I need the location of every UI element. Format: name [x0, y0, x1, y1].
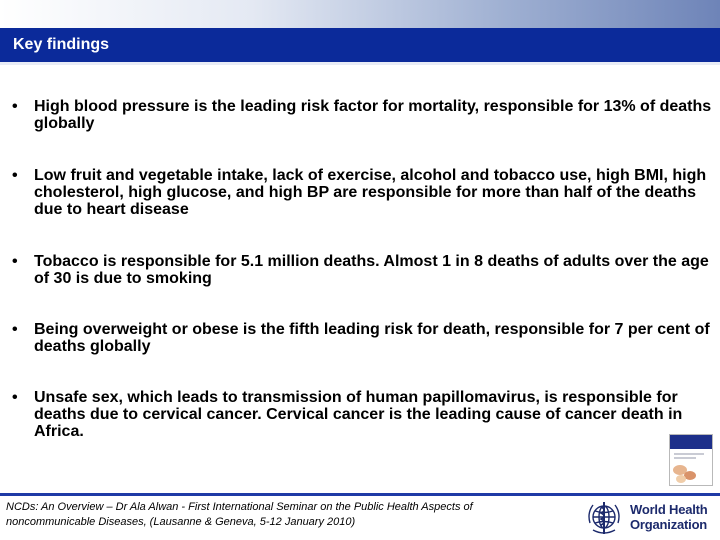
citation-line-1: NCDs: An Overview – Dr Ala Alwan - First International Seminar on the Public Health Aspects of	[6, 501, 473, 513]
bullet-marker: •	[12, 389, 18, 406]
bullet-marker: •	[12, 321, 18, 338]
bullet-marker: •	[12, 253, 18, 270]
title-bar	[0, 28, 720, 65]
logo-line-2: Organization	[630, 517, 708, 532]
bullet-text: High blood pressure is the leading risk factor for mortality, responsible for 13% of deaths globally	[34, 98, 712, 132]
citation-line-2: noncommunicable Diseases, (Lausanne & Geneva, 5-12 January 2010)	[6, 516, 356, 528]
bullet-marker: •	[12, 98, 18, 115]
who-emblem-icon	[584, 499, 624, 537]
who-logo-text	[630, 502, 720, 532]
bullet-marker: •	[12, 167, 18, 184]
bullet-text: Being overweight or obese is the fifth leading risk for death, responsible for 7 per cent of deaths globally	[34, 321, 710, 355]
bullet-text: Tobacco is responsible for 5.1 million deaths. Almost 1 in 8 deaths of adults over the age of 30 is due to smoking	[34, 253, 709, 287]
bullet-text: Low fruit and vegetable intake, lack of exercise, alcohol and tobacco use, high BMI, high cholesterol, high glucose, and high BP are responsible for more than half of the deaths due to heart disease	[34, 167, 707, 218]
citation-text	[6, 500, 566, 530]
page-title: Key findings	[13, 36, 110, 53]
thumbnail-graphic	[676, 475, 686, 483]
thumbnail-text-line	[674, 453, 704, 455]
bullet-text: Unsafe sex, which leads to transmission of human papillomavirus, is responsible for deaths due to cervical cancer. Cervical cancer is the leading cause of cancer death in Africa.	[34, 389, 683, 440]
top-decorative-band	[0, 0, 720, 28]
thumbnail-text-line	[674, 457, 696, 459]
report-cover-thumbnail	[669, 434, 713, 486]
footer-divider	[0, 493, 720, 496]
thumbnail-header-band	[670, 435, 712, 449]
logo-line-1: World Health	[630, 502, 708, 517]
